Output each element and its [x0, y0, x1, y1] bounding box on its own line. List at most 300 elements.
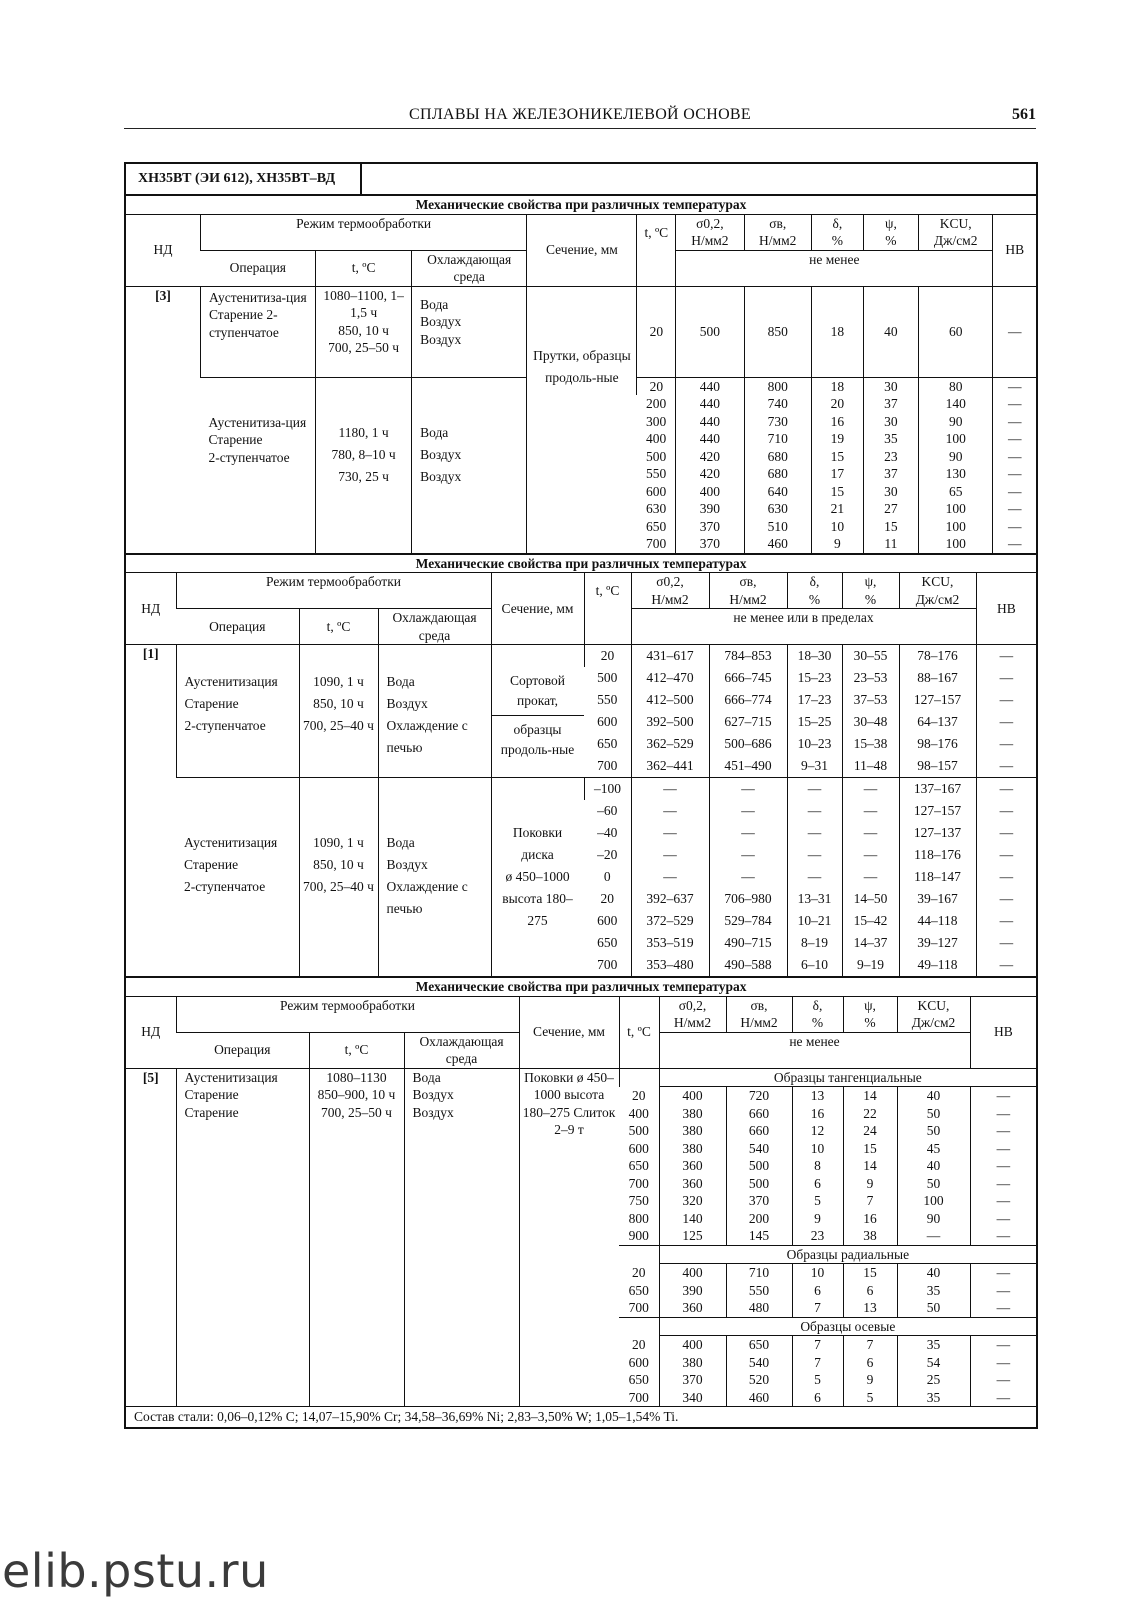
hb-value: —: [993, 286, 1036, 377]
value-cell: 370: [659, 1371, 726, 1389]
cell-line: Воздух: [386, 696, 428, 711]
value-cell: 44–118: [899, 910, 976, 932]
col-temp: t, ºС: [309, 1032, 404, 1068]
value-cell: 660: [726, 1122, 792, 1140]
value-cell: —: [842, 866, 899, 888]
value-cell: 5: [843, 1389, 897, 1407]
col-t-test: t, ºС: [584, 573, 631, 610]
sigma02-value: 400: [676, 483, 744, 501]
table-row: [126, 286, 1036, 377]
col-medium: Охлаждающая среда: [378, 609, 491, 645]
t-value: 650: [645, 518, 667, 534]
operation-cell: [200, 377, 315, 553]
hb-value: —: [993, 465, 1036, 483]
cell-line: Аустенитизация: [184, 835, 278, 850]
value-cell: 118–147: [899, 866, 976, 888]
cell-line: 1180, 1 ч: [338, 424, 389, 440]
value-cell: —: [976, 844, 1036, 866]
value-cell: 353–519: [631, 932, 709, 954]
value-cell: —: [976, 733, 1036, 755]
value-cell: 412–470: [631, 667, 709, 689]
value-cell: –40: [597, 825, 618, 841]
psi-value: 40: [863, 286, 918, 377]
value-cell: 14: [843, 1157, 897, 1175]
value-cell: 38: [843, 1227, 897, 1245]
value-cell: 127–137: [899, 822, 976, 844]
value-cell: 30–48: [842, 711, 899, 733]
value-cell: 392–500: [631, 711, 709, 733]
value-cell: 400: [628, 1105, 649, 1121]
value-cell: 500–686: [709, 733, 787, 755]
value-cell: 78–176: [899, 645, 976, 668]
col-operation: Операция: [176, 1032, 309, 1068]
value-cell: 15–38: [842, 733, 899, 755]
psi-value: 15: [863, 518, 918, 536]
col-section: Сечение, мм: [519, 996, 619, 1068]
value-cell: 14–50: [842, 888, 899, 910]
value-cell: 90: [897, 1210, 970, 1228]
col-nd: НД: [126, 996, 176, 1068]
value-cell: 660: [726, 1105, 792, 1123]
t-value: 20: [637, 286, 676, 377]
value-cell: 710: [726, 1264, 792, 1282]
col-sigma02: σ0,2, Н/мм2: [631, 573, 709, 609]
value-cell: 650: [628, 1372, 649, 1387]
value-cell: 64–137: [899, 711, 976, 733]
value-cell: –100: [584, 778, 631, 801]
psi-value: 11: [863, 535, 918, 553]
hb-value: —: [993, 518, 1036, 536]
value-cell: —: [897, 1227, 970, 1245]
t-value: 630: [645, 501, 667, 516]
value-cell: 600: [628, 1354, 649, 1370]
delta-value: 17: [811, 465, 863, 483]
cell-line: 1090, 1 ч: [313, 835, 364, 850]
value-cell: 700: [628, 1389, 649, 1405]
value-cell: 666–774: [709, 689, 787, 711]
cell-line: диска: [521, 847, 554, 862]
value-cell: —: [970, 1192, 1036, 1210]
kcu-value: 100: [918, 535, 992, 553]
value-cell: 650: [597, 736, 618, 752]
cell-line: 850, 10 ч: [313, 696, 364, 711]
value-cell: 7: [792, 1336, 843, 1354]
col-section: Сечение, мм: [491, 573, 584, 645]
value-cell: 20: [632, 1264, 646, 1280]
value-cell: 431–617: [631, 645, 709, 668]
cell-line: Вода: [412, 1069, 441, 1085]
cell-line: высота 180–275: [502, 891, 573, 928]
value-cell: 40: [897, 1264, 970, 1282]
value-cell: 12: [792, 1122, 843, 1140]
delta-value: 21: [811, 500, 863, 518]
value-cell: —: [970, 1389, 1036, 1407]
cell-line: 700, 25–50 ч: [328, 340, 400, 355]
kcu-value: 140: [918, 395, 992, 413]
value-cell: 20: [584, 645, 631, 668]
sigma-v-value: 850: [744, 286, 811, 377]
psi-value: 23: [863, 448, 918, 466]
value-cell: 39–127: [899, 932, 976, 954]
cell-line: Воздух: [412, 1104, 454, 1120]
col-regime: Режим термообработки: [200, 214, 526, 250]
alloy-data-sheet: [124, 162, 1038, 1429]
value-cell: 529–784: [709, 910, 787, 932]
value-cell: —: [970, 1105, 1036, 1123]
value-cell: 650: [628, 1158, 649, 1173]
psi-value: 30: [863, 483, 918, 501]
t-value: 700: [645, 536, 667, 551]
delta-value: 15: [811, 483, 863, 501]
value-cell: 25: [897, 1371, 970, 1389]
value-cell: 13: [792, 1087, 843, 1105]
sigma02-value: 370: [676, 518, 744, 536]
medium-cell: [404, 1068, 519, 1406]
value-cell: 500: [726, 1175, 792, 1193]
cell-line: Старение: [184, 857, 239, 872]
t-value: 20: [637, 377, 676, 395]
medium-cell: [378, 645, 491, 778]
value-cell: 15–42: [842, 910, 899, 932]
value-cell: —: [976, 822, 1036, 844]
value-cell: —: [970, 1140, 1036, 1158]
value-cell: 362–441: [631, 755, 709, 778]
value-cell: 18–30: [787, 645, 842, 668]
col-temp: t, ºС: [316, 250, 412, 286]
cell-line: Аустенитизация: [184, 674, 278, 689]
value-cell: 520: [726, 1371, 792, 1389]
cell-line: Старение: [184, 696, 239, 711]
value-cell: 10–23: [787, 733, 842, 755]
value-cell: 11–48: [842, 755, 899, 778]
hb-value: —: [993, 413, 1036, 431]
col-temp: t, ºС: [299, 609, 378, 645]
value-cell: —: [842, 822, 899, 844]
value-cell: —: [842, 778, 899, 801]
psi-value: 35: [863, 430, 918, 448]
value-cell: —: [970, 1336, 1036, 1354]
cell-line: Аустенитизация: [184, 1069, 278, 1085]
delta-value: 15: [811, 448, 863, 466]
value-cell: 16: [843, 1210, 897, 1228]
value-cell: —: [976, 954, 1036, 976]
value-cell: 400: [659, 1264, 726, 1282]
value-cell: 10: [792, 1264, 843, 1282]
value-cell: 6: [843, 1282, 897, 1300]
value-cell: —: [976, 800, 1036, 822]
value-cell: —: [970, 1157, 1036, 1175]
value-cell: 650: [726, 1336, 792, 1354]
t-value: 300: [645, 413, 667, 429]
value-cell: 35: [897, 1282, 970, 1300]
value-cell: —: [787, 844, 842, 866]
value-cell: 140: [659, 1210, 726, 1228]
value-cell: —: [970, 1371, 1036, 1389]
value-cell: 706–980: [709, 888, 787, 910]
value-cell: 20: [632, 1087, 646, 1103]
value-cell: 14: [843, 1087, 897, 1105]
cell-line: 2-ступенчатое: [184, 718, 266, 733]
temp-cell: [299, 778, 378, 977]
value-cell: 6: [792, 1389, 843, 1407]
value-cell: 7: [792, 1354, 843, 1372]
section-cell: [491, 645, 584, 778]
value-cell: 700: [628, 1300, 649, 1315]
kcu-value: 60: [918, 286, 992, 377]
value-cell: 22: [843, 1105, 897, 1123]
psi-value: 37: [863, 395, 918, 413]
t-value: 600: [645, 483, 667, 499]
value-cell: 145: [726, 1227, 792, 1245]
value-cell: 540: [726, 1354, 792, 1372]
value-cell: 490–715: [709, 932, 787, 954]
kcu-value: 90: [918, 413, 992, 431]
hb-value: —: [993, 377, 1036, 395]
cell-line: 850, 10 ч: [313, 857, 364, 872]
col-medium: Охлаждающая среда: [404, 1032, 519, 1068]
t-value: 200: [645, 396, 667, 411]
col-regime: Режим термообработки: [176, 996, 519, 1032]
value-cell: —: [631, 822, 709, 844]
value-cell: —: [970, 1175, 1036, 1193]
value-cell: 650: [628, 1282, 649, 1298]
kcu-value: 80: [918, 377, 992, 395]
sigma02-value: 440: [676, 413, 744, 431]
table-properties-2: [126, 553, 1036, 977]
section-cell: [491, 778, 584, 977]
value-cell: —: [976, 689, 1036, 711]
delta-value: 18: [811, 286, 863, 377]
value-cell: –20: [597, 847, 618, 863]
value-cell: 14–37: [842, 932, 899, 954]
value-cell: 7: [843, 1192, 897, 1210]
value-cell: 24: [843, 1122, 897, 1140]
col-nd: НД: [126, 214, 200, 286]
value-cell: 6–10: [787, 954, 842, 976]
cell-line: 700, 25–40 ч: [303, 718, 374, 733]
value-cell: 370: [726, 1192, 792, 1210]
value-cell: 412–500: [631, 689, 709, 711]
value-cell: 360: [659, 1157, 726, 1175]
cell-line: 700, 25–50 ч: [321, 1104, 392, 1120]
value-cell: —: [787, 778, 842, 801]
delta-value: 18: [811, 377, 863, 395]
sigma-v-value: 710: [744, 430, 811, 448]
hb-value: —: [993, 395, 1036, 413]
cell-line: 730, 25 ч: [338, 468, 389, 484]
hb-value: —: [993, 535, 1036, 553]
cell-line: Воздух: [420, 331, 462, 347]
value-cell: —: [976, 711, 1036, 733]
value-cell: 6: [843, 1354, 897, 1372]
value-cell: 380: [659, 1122, 726, 1140]
value-cell: 500: [597, 670, 618, 686]
value-cell: 54: [897, 1354, 970, 1372]
cell-line: ø 450–1000: [505, 869, 570, 884]
sigma-v-value: 680: [744, 465, 811, 483]
value-cell: 127–157: [899, 800, 976, 822]
value-cell: 13: [843, 1299, 897, 1317]
cell-line: 1090, 1 ч: [313, 674, 364, 689]
hb-value: —: [993, 483, 1036, 501]
value-cell: 380: [659, 1105, 726, 1123]
value-cell: 600: [628, 1140, 649, 1156]
value-cell: 360: [659, 1299, 726, 1317]
value-cell: —: [976, 778, 1036, 801]
col-kcu: KCU, Дж/см2: [897, 996, 970, 1032]
value-cell: 400: [659, 1087, 726, 1105]
medium-cell: [412, 377, 527, 553]
col-kcu: KCU, Дж/см2: [899, 573, 976, 609]
cell-line: 1080–1100, 1–1,5 ч: [323, 287, 404, 320]
value-cell: 627–715: [709, 711, 787, 733]
value-cell: 600: [597, 913, 618, 929]
value-cell: 451–490: [709, 755, 787, 778]
kcu-value: 65: [918, 483, 992, 501]
temp-cell: [309, 1068, 404, 1406]
cell-line: Старение: [208, 432, 263, 447]
psi-value: 30: [863, 377, 918, 395]
value-cell: 500: [628, 1123, 649, 1138]
sigma02-value: 440: [676, 430, 744, 448]
psi-value: 30: [863, 413, 918, 431]
value-cell: 666–745: [709, 667, 787, 689]
value-cell: 39–167: [899, 888, 976, 910]
composition-note: Состав стали: 0,06–0,12% C; 14,07–15,90% Cr; 34,58–36,69% Ni; 2,83–3,50% W; 1,05–1,54% Ti.: [126, 1406, 1036, 1427]
cell-line: Поковки: [512, 825, 563, 840]
value-cell: 9–31: [787, 755, 842, 778]
cell-line: Вода: [420, 296, 449, 312]
kcu-value: 100: [918, 500, 992, 518]
value-cell: 30–55: [842, 645, 899, 668]
nd-ref: [1]: [142, 646, 159, 661]
col-hb: НВ: [976, 573, 1036, 645]
t-value: 550: [645, 466, 667, 481]
value-cell: 784–853: [709, 645, 787, 668]
running-title: СПЛАВЫ НА ЖЕЛЕЗОНИКЕЛЕВОЙ ОСНОВЕ: [409, 106, 751, 123]
value-cell: —: [970, 1299, 1036, 1317]
value-cell: —: [970, 1227, 1036, 1245]
section-cell: Прутки, образцы продоль-ные: [527, 286, 637, 553]
cell-line: Воздух: [386, 857, 428, 872]
sigma02-value: 440: [676, 377, 744, 395]
cell-line: Сортовой прокат,: [492, 671, 584, 716]
value-cell: —: [970, 1282, 1036, 1300]
value-cell: 380: [659, 1354, 726, 1372]
kcu-value: 100: [918, 518, 992, 536]
cell-line: Вода: [386, 674, 415, 689]
col-regime: Режим термообработки: [176, 573, 491, 609]
cell-line: 700, 25–40 ч: [303, 879, 374, 894]
col-t-test: t, ºС: [619, 996, 659, 1068]
value-cell: —: [631, 800, 709, 822]
t-value: 500: [645, 448, 667, 464]
sigma02-value: 440: [676, 395, 744, 413]
cell-line: Старение: [184, 1087, 239, 1102]
sigma02-value: 370: [676, 535, 744, 553]
value-cell: —: [631, 866, 709, 888]
hb-value: —: [993, 448, 1036, 466]
value-cell: 118–176: [899, 844, 976, 866]
value-cell: 9: [843, 1371, 897, 1389]
value-cell: 23: [792, 1227, 843, 1245]
kcu-value: 130: [918, 465, 992, 483]
delta-value: 20: [811, 395, 863, 413]
value-cell: 720: [726, 1087, 792, 1105]
value-cell: 35: [897, 1336, 970, 1354]
delta-value: 9: [811, 535, 863, 553]
value-cell: 127–157: [899, 689, 976, 711]
sigma-v-value: 460: [744, 535, 811, 553]
value-cell: —: [976, 932, 1036, 954]
value-cell: 650: [597, 935, 618, 951]
value-cell: —: [787, 800, 842, 822]
sigma02-value: 420: [676, 465, 744, 483]
cell-line: 1080–1130: [326, 1069, 387, 1085]
value-cell: 800: [628, 1210, 649, 1226]
value-cell: —: [842, 844, 899, 866]
cell-line: образцы продоль-ные: [500, 722, 575, 757]
blank-cell: [619, 1317, 659, 1336]
sample-group-label: Образцы радиальные: [659, 1245, 1036, 1264]
col-delta: δ, %: [787, 573, 842, 609]
value-cell: 900: [628, 1228, 649, 1243]
kcu-value: 100: [918, 430, 992, 448]
table-row: [126, 778, 1036, 801]
value-cell: 15: [843, 1140, 897, 1158]
operation-cell: [176, 778, 299, 977]
value-cell: 320: [659, 1192, 726, 1210]
value-cell: 700: [597, 957, 618, 973]
value-cell: 100: [897, 1192, 970, 1210]
sigma02-value: 390: [676, 500, 744, 518]
value-cell: 88–167: [899, 667, 976, 689]
value-cell: 353–480: [631, 954, 709, 976]
table-properties-1: [126, 196, 1036, 553]
delta-value: 19: [811, 430, 863, 448]
delta-value: 16: [811, 413, 863, 431]
value-cell: 49–118: [899, 954, 976, 976]
section-title: Механические свойства при различных температурах: [415, 197, 747, 212]
cell-line: 850–900, 10 ч: [317, 1087, 396, 1102]
section-title: Механические свойства при различных температурах: [126, 554, 1036, 573]
value-cell: 600: [597, 714, 618, 730]
value-cell: 5: [792, 1371, 843, 1389]
value-cell: —: [976, 645, 1036, 668]
t-value: 400: [645, 431, 667, 446]
value-cell: 480: [726, 1299, 792, 1317]
value-cell: 500: [726, 1157, 792, 1175]
value-cell: —: [709, 778, 787, 801]
sigma-v-value: 800: [744, 377, 811, 395]
running-head: [124, 104, 1036, 129]
col-sigma-v: σв, Н/мм2: [744, 214, 811, 250]
cell-line: 2-ступенчатое: [208, 449, 290, 465]
col-kcu: KCU, Дж/см2: [918, 214, 992, 250]
value-cell: 400: [659, 1336, 726, 1354]
sample-group-label: Образцы осевые: [659, 1317, 1036, 1336]
medium-cell: [412, 286, 527, 377]
col-delta: δ, %: [811, 214, 863, 250]
operation-cell: [176, 1068, 309, 1406]
value-cell: 10: [792, 1140, 843, 1158]
value-cell: —: [976, 755, 1036, 778]
temp-cell: [316, 377, 412, 553]
value-cell: —: [709, 822, 787, 844]
value-cell: 550: [597, 692, 618, 708]
value-cell: 8–19: [787, 932, 842, 954]
cell-line: Воздух: [420, 446, 462, 462]
